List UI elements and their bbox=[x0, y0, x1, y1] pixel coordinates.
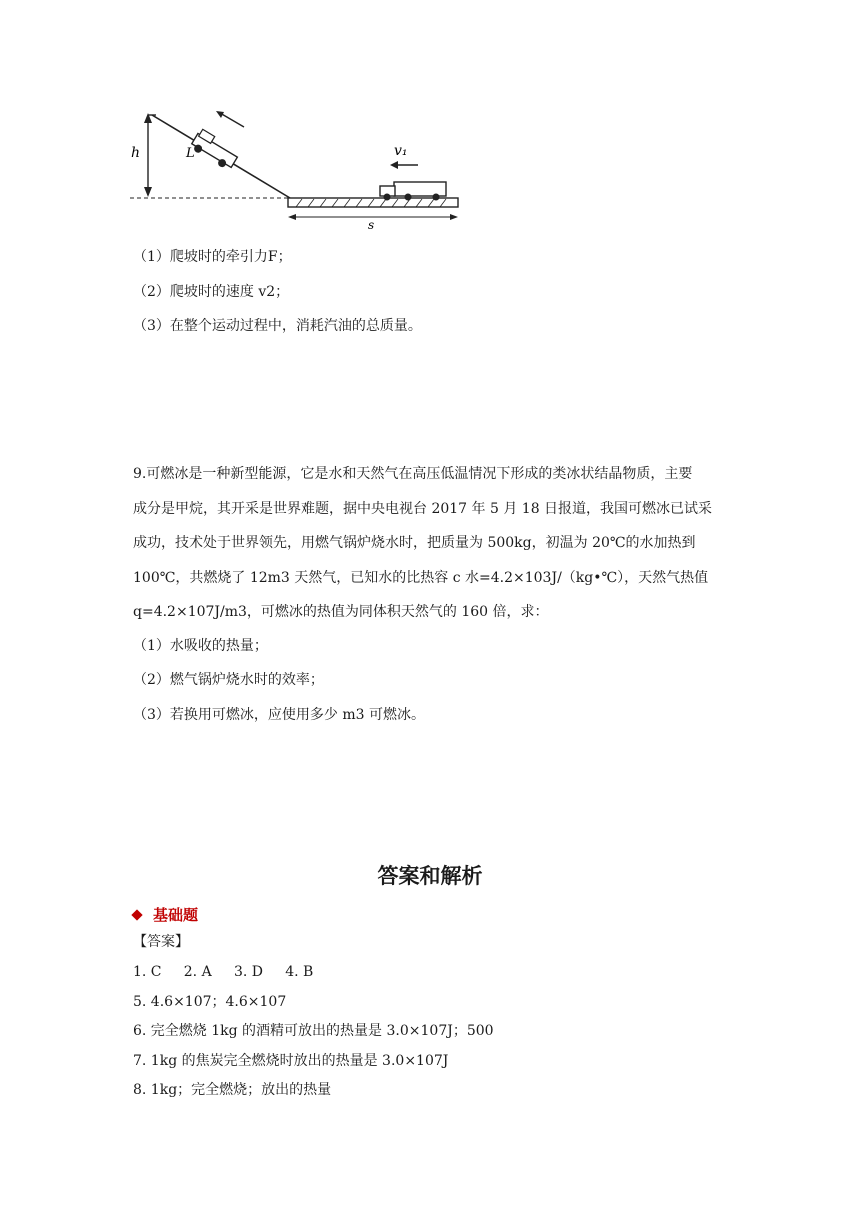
v1-arrowhead bbox=[390, 161, 398, 169]
q9-text-line-5: q=4.2×107J/m3，可燃冰的热值为同体积天然气的 160 倍，求： bbox=[133, 604, 549, 620]
answer-line-1: 1. C 2. A 3. D 4. B bbox=[133, 964, 314, 980]
section-heading bbox=[133, 904, 198, 925]
q8-item-2: （2）爬坡时的速度 v2； bbox=[133, 284, 290, 300]
answers-title: 答案和解析 bbox=[377, 864, 483, 888]
slope-diagram bbox=[128, 105, 463, 235]
q9-item-2: （2）燃气锅炉烧水时的效率； bbox=[133, 672, 324, 688]
s-arrow-left bbox=[288, 214, 296, 220]
section-heading-label: 基础题 bbox=[153, 906, 199, 924]
answer-line-5: 8. 1kg；完全燃烧；放出的热量 bbox=[133, 1082, 332, 1098]
car-on-slope bbox=[189, 128, 240, 171]
label-h: h bbox=[131, 145, 141, 161]
height-arrow-bottom bbox=[144, 187, 152, 197]
slope-direction-arrow bbox=[220, 113, 244, 127]
answer-line-4: 7. 1kg 的焦炭完全燃烧时放出的热量是 3.0×107J bbox=[133, 1053, 449, 1069]
q9-text-line-1: 9.可燃冰是一种新型能源，它是水和天然气在高压低温情况下形成的类冰状结晶物质，主要 bbox=[133, 466, 693, 482]
answer-label: 【答案】 bbox=[133, 934, 189, 950]
s-arrow-right bbox=[450, 214, 458, 220]
diamond-icon bbox=[131, 909, 142, 920]
q8-item-1: （1）爬坡时的牵引力F； bbox=[133, 249, 292, 265]
q9-item-1: （1）水吸收的热量； bbox=[133, 638, 268, 654]
q8-item-3: （3）在整个运动过程中，消耗汽油的总质量。 bbox=[133, 318, 422, 334]
label-s: s bbox=[368, 218, 375, 232]
label-v1: v₁ bbox=[394, 143, 408, 159]
q9-text-line-2: 成分是甲烷，其开采是世界难题，据中央电视台 2017 年 5 月 18 日报道，我国可燃冰已试采 bbox=[133, 501, 713, 517]
q9-text-line-3: 成功，技术处于世界领先，用燃气锅炉烧水时，把质量为 500kg，初温为 20℃的水加热到 bbox=[133, 535, 696, 551]
q9-text-line-4: 100℃，共燃烧了 12m3 天然气，已知水的比热容 c 水=4.2×103J/（kg•℃），天然气热值 bbox=[133, 570, 709, 586]
q9-item-3: （3）若换用可燃冰，应使用多少 m3 可燃冰。 bbox=[133, 707, 425, 723]
label-L: L bbox=[186, 146, 195, 161]
answer-line-3: 6. 完全燃烧 1kg 的酒精可放出的热量是 3.0×107J；500 bbox=[133, 1023, 494, 1039]
answer-line-2: 5. 4.6×107；4.6×107 bbox=[133, 994, 287, 1010]
